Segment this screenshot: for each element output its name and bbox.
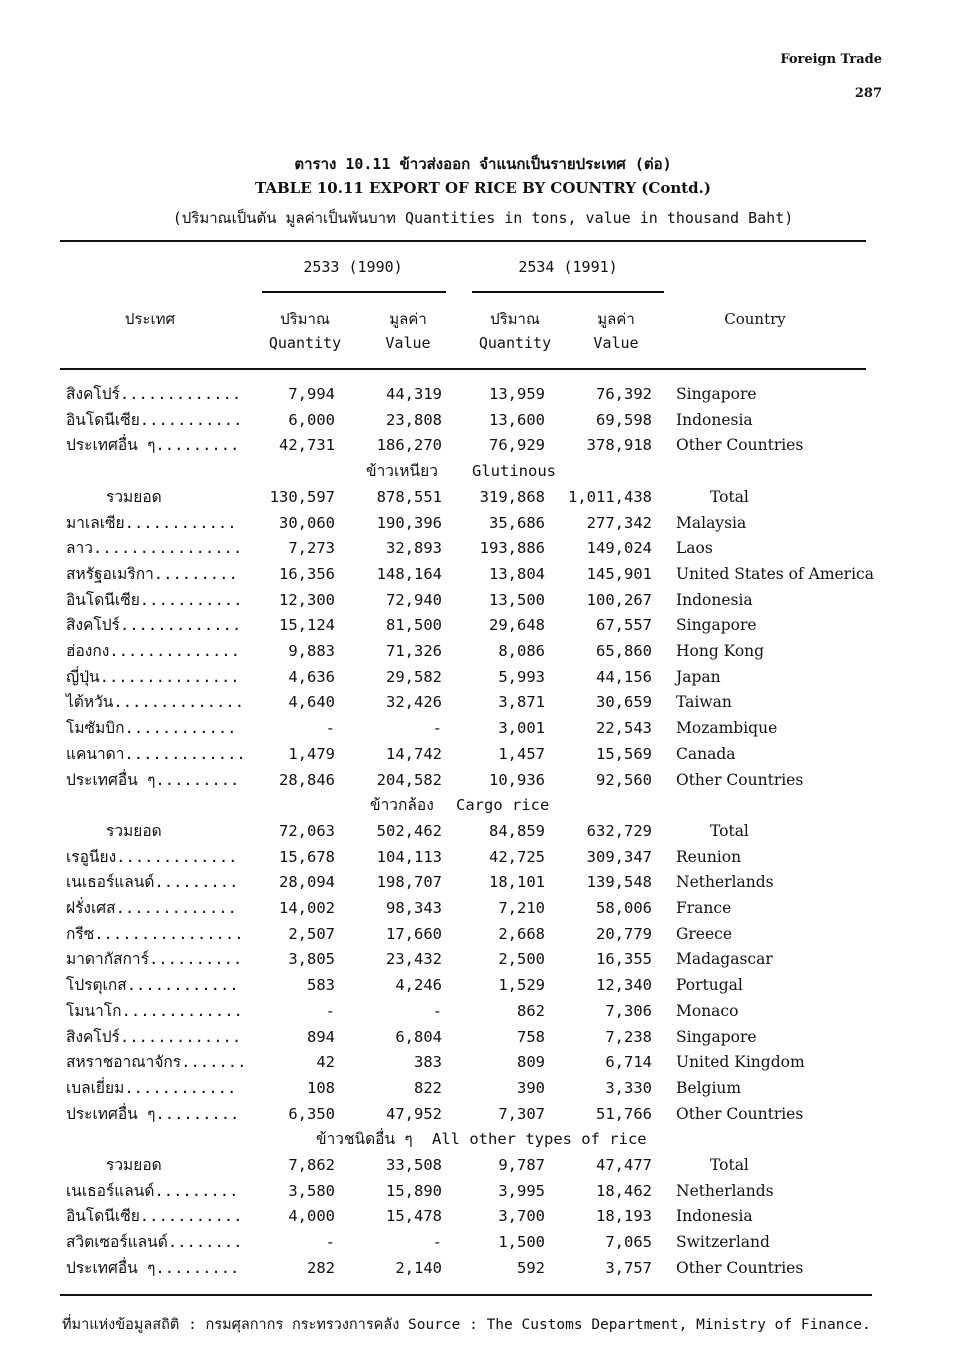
country-thai-cell: สิงคโปร์............. [66,385,242,403]
country-thai-cell: มาเลเซีย............ [66,513,237,532]
page-number: 287 [854,86,882,101]
table-row [0,898,966,924]
year-1991-rule [472,291,664,293]
country-en-cell: Indonesia [676,410,753,429]
country-thai-cell: สหราชอาณาจักร....... [66,1053,247,1072]
value-1991-cell: 18,462 [596,1181,652,1200]
quantity-1991-cell: 2,668 [498,924,545,943]
value-1991-cell: 3,757 [605,1258,652,1277]
quantity-1990-cell: 108 [307,1078,335,1097]
value-1990-cell: 2,140 [395,1258,442,1277]
quantity-1990-cell: 6,000 [288,410,335,429]
table-row [0,590,966,616]
value-1990-cell: 822 [414,1078,442,1097]
country-thai-cell: ไต้หวัน.............. [66,693,245,712]
quantity-1991-cell: 592 [517,1258,545,1277]
country-thai-cell: แคนาดา............. [66,744,246,763]
quantity-1991-cell: 13,500 [489,590,545,609]
quantity-1991-cell: 3,871 [498,693,545,712]
header-bottom-rule [60,368,866,370]
quantity-1991-cell: 1,457 [498,744,545,763]
country-en-cell: United Kingdom [676,1053,805,1072]
quantity-1991-cell: 3,700 [498,1207,545,1226]
quantity-1990-cell: 7,273 [288,539,335,558]
quantity-1990-cell: 15,678 [279,847,335,866]
value-1990-cell: 104,113 [376,847,442,866]
country-en-cell: United States of America [676,564,874,583]
quantity-1990-cell: 28,094 [279,873,335,892]
value-1990-cell: 502,462 [376,821,442,840]
country-en-cell: Total [710,821,749,840]
table-row [0,384,966,410]
value-1990-cell: 4,246 [395,976,442,995]
value-1990-cell: 32,426 [386,693,442,712]
quantity-1990-cell: 3,580 [288,1181,335,1200]
country-thai-cell: ลาว................ [66,539,243,558]
country-en-cell: Taiwan [676,693,732,712]
country-thai-cell: อินโดนีเซีย........... [66,1207,243,1226]
quantity-1990-en-header: Quantity [268,334,342,352]
table-row [0,924,966,950]
quantity-1990-cell: 4,636 [288,667,335,686]
value-1991-cell: 378,918 [586,436,652,455]
value-1991-cell: 20,779 [596,924,652,943]
country-thai-cell: เรอูนียง............. [66,847,238,866]
table-row [0,847,966,873]
country-en-cell: Other Countries [676,1104,804,1123]
source-note: ที่มาแห่งข้อมูลสถิติ : กรมศุลกากร กระทรวงการคลัง Source : The Customs Department, Ministry of Finance. [62,1317,871,1333]
value-1990-cell: 198,707 [376,873,442,892]
subheading-row [0,461,966,487]
quantity-1990-cell: 28,846 [279,770,335,789]
value-1991-cell: 65,860 [596,642,652,660]
value-1990-cell: 23,432 [386,950,442,969]
quantity-1990-cell: 2,507 [288,924,335,943]
country-thai-cell: รวมยอด [106,1156,162,1174]
quantity-1990-cell: 1,479 [288,744,335,763]
value-1991-cell: 69,598 [596,410,652,429]
quantity-1991-cell: 13,804 [489,564,545,583]
value-1991-cell: 632,729 [586,821,652,840]
total-row [0,821,966,847]
table-row [0,538,966,564]
table-title-thai: ตาราง 10.11 ข้าวส่งออก จำแนกเป็นรายประเทศ (ต่อ) [294,155,672,173]
value-1991-cell: 15,569 [596,744,652,763]
quantity-1991-cell: 1,529 [498,976,545,995]
table-row [0,872,966,898]
country-en-cell: Total [710,1156,749,1174]
quantity-1990-cell: 30,060 [279,513,335,532]
quantity-1991-cell: 18,101 [489,873,545,892]
country-en-cell: Hong Kong [676,642,765,660]
country-thai-cell: อินโดนีเซีย........... [66,410,243,429]
country-thai-cell: โมนาโก............. [66,1001,243,1020]
year-1991-header: 2534 (1991) [518,258,618,276]
value-1990-cell: 148,164 [376,564,442,583]
quantity-1991-cell: 35,686 [489,513,545,532]
value-1990-cell: - [432,1001,442,1020]
country-en-cell: France [676,899,732,917]
table-units: (ปริมาณเป็นตัน มูลค่าเป็นพันบาท Quantities in tons, value in thousand Baht) [172,209,794,227]
table-row [0,949,966,975]
value-1990-cell: 17,660 [386,924,442,943]
quantity-1991-cell: 76,929 [489,436,545,455]
table-row [0,435,966,461]
quantity-1991-cell: 319,868 [479,487,545,506]
quantity-1991-cell: 8,086 [498,642,545,660]
table-row [0,564,966,590]
quantity-1991-cell: 7,210 [498,899,545,917]
value-1990-cell: 23,808 [386,410,442,429]
quantity-1990-cell: 12,300 [279,590,335,609]
quantity-1991-cell: 13,600 [489,410,545,429]
value-1991-en-header: Value [593,334,639,352]
value-1991-cell: 76,392 [596,385,652,403]
subheading-english: Cargo rice [456,796,550,815]
table-row [0,770,966,796]
value-1990-cell: 29,582 [386,667,442,686]
value-1991-cell: 58,006 [596,899,652,917]
quantity-1990-cell: 282 [307,1258,335,1277]
country-en-cell: Malaysia [676,513,747,532]
country-thai-cell: สวิตเซอร์แลนด์........ [66,1233,243,1252]
quantity-1991-cell: 13,959 [489,385,545,403]
country-en-cell: Singapore [676,616,757,635]
value-1990-cell: 32,893 [386,539,442,558]
quantity-1990-cell: 130,597 [269,487,335,506]
value-1990-cell: 14,742 [386,744,442,763]
country-en-cell: Monaco [676,1001,739,1020]
quantity-1990-cell: 9,883 [288,642,335,660]
value-1990-cell: 33,508 [386,1156,442,1174]
country-thai-cell: สิงคโปร์............. [66,1027,242,1046]
table-row [0,410,966,436]
value-1990-cell: 44,319 [386,385,442,403]
country-thai-cell: สหรัฐอเมริกา......... [66,564,238,583]
value-1991-cell: 12,340 [596,976,652,995]
quantity-1990-cell: 42 [316,1053,335,1072]
value-1990-cell: 383 [414,1053,442,1072]
country-en-cell: Switzerland [676,1233,770,1252]
table-row [0,667,966,693]
country-en-cell: Singapore [676,1027,757,1046]
country-en-cell: Portugal [676,976,743,995]
subheading-thai: ข้าวกล้อง [370,796,434,815]
country-en-header: Country [724,310,786,328]
country-en-cell: Indonesia [676,590,753,609]
country-thai-cell: เบลเยี่ยม............ [66,1078,237,1097]
value-1991-cell: 7,306 [605,1001,652,1020]
country-thai-cell: โปรตุเกส............ [66,976,239,995]
country-en-cell: Canada [676,744,736,763]
country-en-cell: Total [710,487,749,506]
country-thai-cell: ประเทศอื่น ๆ......... [66,1258,240,1277]
value-1990-cell: 190,396 [376,513,442,532]
quantity-1990-cell: 72,063 [279,821,335,840]
value-1991-cell: 51,766 [596,1104,652,1123]
value-1991-cell: 3,330 [605,1078,652,1097]
value-1991-cell: 100,267 [586,590,652,609]
quantity-1990-cell: - [325,1233,335,1252]
value-1991-cell: 145,901 [586,564,652,583]
country-en-cell: Singapore [676,385,757,403]
value-1991-cell: 149,024 [586,539,652,558]
quantity-1991-cell: 758 [517,1027,545,1046]
quantity-1990-cell: 4,640 [288,693,335,712]
quantity-1991-cell: 3,001 [498,719,545,738]
value-1991-cell: 30,659 [596,693,652,712]
value-1991-cell: 22,543 [596,719,652,738]
value-1991-cell: 16,355 [596,950,652,969]
quantity-1991-cell: 10,936 [489,770,545,789]
value-1991-cell: 47,477 [596,1156,652,1174]
quantity-1990-cell: 4,000 [288,1207,335,1226]
country-en-cell: Belgium [676,1078,742,1097]
quantity-1991-en-header: Quantity [478,334,552,352]
total-row [0,1155,966,1181]
value-1990-cell: 15,478 [386,1207,442,1226]
value-1991-cell: 309,347 [586,847,652,866]
country-thai-cell: มาดากัสการ์.......... [66,950,243,969]
table-row [0,1232,966,1258]
value-1991-cell: 18,193 [596,1207,652,1226]
quantity-1991-cell: 193,886 [479,539,545,558]
country-thai-cell: ฮ่องกง.............. [66,642,240,660]
subheading-thai: ข้าวชนิดอื่น ๆ [316,1130,413,1149]
country-en-cell: Other Countries [676,1258,804,1277]
value-1990-cell: 186,270 [376,436,442,455]
country-thai-cell: ประเทศอื่น ๆ......... [66,436,240,455]
quantity-1990-cell: 16,356 [279,564,335,583]
subheading-row [0,1129,966,1155]
country-thai-cell: สิงคโปร์............. [66,616,242,635]
value-1991-cell: 7,065 [605,1233,652,1252]
table-row [0,513,966,539]
country-en-cell: Other Countries [676,770,804,789]
value-1990-cell: 72,940 [386,590,442,609]
country-thai-cell: ประเทศอื่น ๆ......... [66,1104,240,1123]
country-thai-cell: ญี่ปุ่น............... [66,667,240,686]
year-1990-rule [262,291,446,293]
quantity-1991-cell: 5,993 [498,667,545,686]
country-thai-cell: เนเธอร์แลนด์......... [66,873,239,892]
total-row [0,487,966,513]
subheading-english: All other types of rice [432,1130,647,1149]
quantity-1990-cell: 15,124 [279,616,335,635]
country-thai-header: ประเทศ [124,310,176,328]
quantity-1990-cell: - [325,1001,335,1020]
country-thai-cell: โมซัมบิก............ [66,719,237,738]
value-1990-en-header: Value [385,334,431,352]
country-en-cell: Japan [676,667,721,686]
value-1990-thai-header: มูลค่า [389,310,427,328]
table-row [0,975,966,1001]
value-1990-cell: 98,343 [386,899,442,917]
country-thai-cell: กรีซ................ [66,924,244,943]
value-1990-cell: - [432,1233,442,1252]
quantity-1991-cell: 2,500 [498,950,545,969]
country-thai-cell: เนเธอร์แลนด์......... [66,1181,239,1200]
table-row [0,1001,966,1027]
value-1990-cell: 204,582 [376,770,442,789]
value-1991-cell: 67,557 [596,616,652,635]
quantity-1990-cell: 894 [307,1027,335,1046]
value-1991-cell: 277,342 [586,513,652,532]
value-1991-cell: 1,011,438 [568,487,652,506]
table-top-rule [60,240,866,242]
quantity-1991-thai-header: ปริมาณ [490,310,540,328]
quantity-1991-cell: 42,725 [489,847,545,866]
table-bottom-rule [60,1294,872,1296]
table-row [0,744,966,770]
value-1990-cell: 81,500 [386,616,442,635]
value-1991-cell: 92,560 [596,770,652,789]
table-title-english: TABLE 10.11 EXPORT OF RICE BY COUNTRY (Contd.) [255,179,711,197]
quantity-1991-cell: 29,648 [489,616,545,635]
quantity-1990-cell: 7,994 [288,385,335,403]
table-row [0,1052,966,1078]
value-1991-cell: 6,714 [605,1053,652,1072]
quantity-1991-cell: 1,500 [498,1233,545,1252]
quantity-1990-thai-header: ปริมาณ [280,310,330,328]
value-1991-cell: 44,156 [596,667,652,686]
table-row [0,615,966,641]
year-1990-header: 2533 (1990) [303,258,403,276]
value-1990-cell: 47,952 [386,1104,442,1123]
country-en-cell: Greece [676,924,732,943]
quantity-1990-cell: 42,731 [279,436,335,455]
country-en-cell: Other Countries [676,436,804,455]
country-en-cell: Madagascar [676,950,773,969]
value-1991-cell: 139,548 [586,873,652,892]
country-en-cell: Mozambique [676,719,778,738]
section-header: Foreign Trade [780,52,882,67]
country-thai-cell: รวมยอด [106,821,162,840]
table-row [0,1104,966,1130]
country-en-cell: Netherlands [676,1181,774,1200]
value-1990-cell: - [432,719,442,738]
quantity-1990-cell: 14,002 [279,899,335,917]
quantity-1991-cell: 84,859 [489,821,545,840]
value-1990-cell: 878,551 [376,487,442,506]
value-1991-thai-header: มูลค่า [597,310,635,328]
quantity-1991-cell: 809 [517,1053,545,1072]
value-1990-cell: 71,326 [386,642,442,660]
quantity-1990-cell: 583 [307,976,335,995]
table-row [0,1181,966,1207]
value-1991-cell: 7,238 [605,1027,652,1046]
table-row [0,1078,966,1104]
table-row [0,692,966,718]
value-1990-cell: 6,804 [395,1027,442,1046]
subheading-row [0,795,966,821]
quantity-1990-cell: 3,805 [288,950,335,969]
country-thai-cell: ประเทศอื่น ๆ......... [66,770,240,789]
table-row [0,1206,966,1232]
quantity-1990-cell: 7,862 [288,1156,335,1174]
table-row [0,641,966,667]
quantity-1991-cell: 7,307 [498,1104,545,1123]
subheading-thai: ข้าวเหนียว [366,462,438,481]
value-1990-cell: 15,890 [386,1181,442,1200]
country-en-cell: Reunion [676,847,742,866]
table-row [0,1258,966,1284]
quantity-1990-cell: - [325,719,335,738]
table-row [0,718,966,744]
country-thai-cell: รวมยอด [106,487,162,506]
quantity-1991-cell: 3,995 [498,1181,545,1200]
subheading-english: Glutinous [472,462,556,481]
quantity-1991-cell: 862 [517,1001,545,1020]
quantity-1991-cell: 9,787 [498,1156,545,1174]
country-en-cell: Netherlands [676,873,774,892]
country-en-cell: Indonesia [676,1207,753,1226]
quantity-1991-cell: 390 [517,1078,545,1097]
table-row [0,1027,966,1053]
quantity-1990-cell: 6,350 [288,1104,335,1123]
country-thai-cell: ฝรั่งเศส............. [66,899,237,917]
country-thai-cell: อินโดนีเซีย........... [66,590,243,609]
country-en-cell: Laos [676,539,713,558]
